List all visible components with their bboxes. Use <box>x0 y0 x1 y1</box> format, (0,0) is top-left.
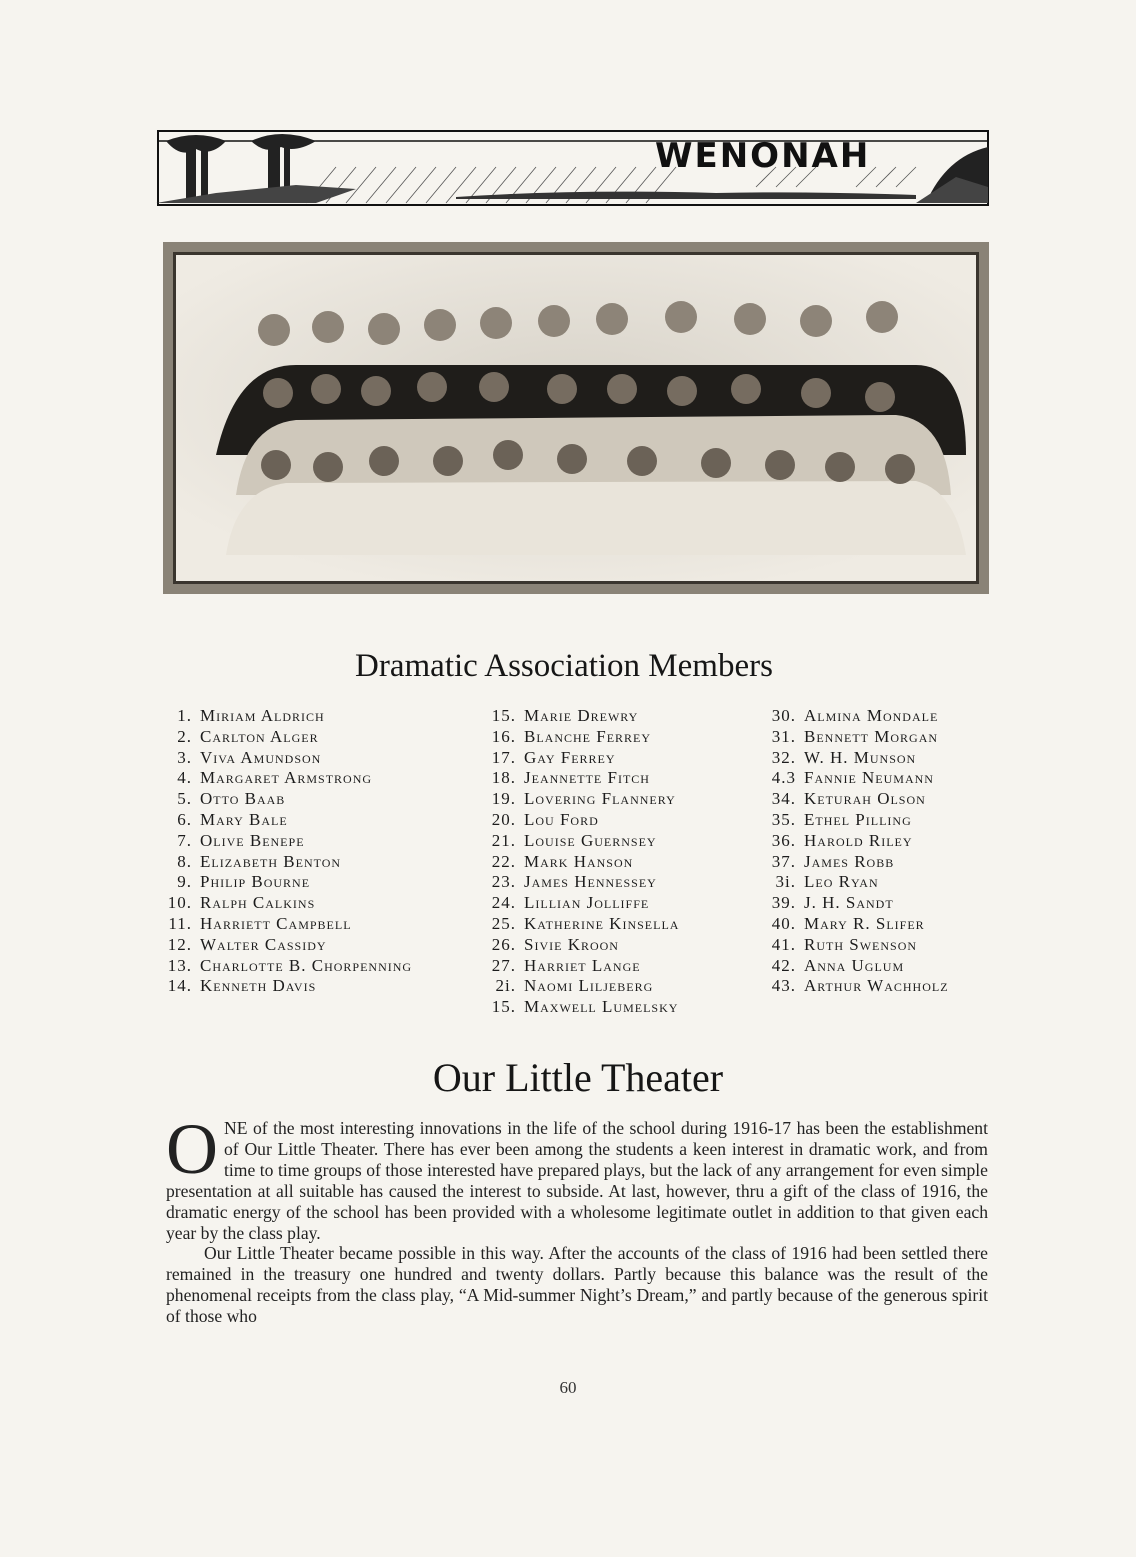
list-item: 1. Miriam Aldrich <box>177 706 325 725</box>
header-title: WENONAH <box>655 136 871 176</box>
list-item: 17. Gay Ferrey <box>491 747 616 767</box>
list-item: 8. Elizabeth Benton <box>177 851 342 871</box>
list-item: 19. Lovering Flannery <box>491 789 676 809</box>
list-item: 26. Sivie Kroon <box>491 934 619 954</box>
page-number: 60 <box>559 1378 577 1397</box>
article-paragraph: ONE of the most interesting innovations in the life of the school during 1916-17 has been the establishment of Our Little Theater. There has ever been among the students a keen interest in dramatic work, and from time to time groups of those interested have prepared plays, but the lack of any arrangement for even simple presentation at all suitable has caused the interest to subside. At last, however, thru a gift of the class of 1916, the dramatic energy of the school has been provided with a wholesome legitimate outlet in addition to that given each year by the class play. <box>166 1109 988 1243</box>
list-item: 22. Mark Hanson <box>491 851 634 871</box>
list-item: 24. Lillian Jolliffe <box>491 893 650 913</box>
list-item: 25. Katherine Kinsella <box>491 913 680 933</box>
list-item: 16. Blanche Ferrey <box>491 726 652 746</box>
list-item: 21. Louise Guernsey <box>491 830 657 850</box>
article-body <box>166 1109 988 1327</box>
list-item: 15. Marie Drewry <box>491 706 639 725</box>
list-item: 31. Bennett Morgan <box>771 726 939 746</box>
list-item: 18. Jeannette Fitch <box>491 768 650 788</box>
list-item: 4.3 Fannie Neumann <box>771 768 934 788</box>
list-item: 2. Carlton Alger <box>177 726 319 746</box>
group-photo <box>163 242 989 594</box>
list-item: 3i. Leo Ryan <box>775 872 879 892</box>
list-item: 43. Arthur Wachholz <box>771 976 949 996</box>
list-item: 11. Harriett Campbell <box>168 913 352 933</box>
list-item: 30. Almina Mondale <box>771 706 939 725</box>
list-item: 27. Harriet Lange <box>491 955 641 975</box>
list-item: 14. Kenneth Davis <box>167 976 317 996</box>
list-item: 15. Maxwell Lumelsky <box>491 997 679 1017</box>
list-item: 39. J. H. Sandt <box>771 893 894 913</box>
list-item: 6. Mary Bale <box>177 809 288 829</box>
list-item: 42. Anna Uglum <box>771 955 905 975</box>
group-photo-figures <box>176 255 976 581</box>
list-item: 10. Ralph Calkins <box>167 893 316 913</box>
group-photo-image <box>173 252 979 584</box>
members-column-3 <box>758 706 949 997</box>
list-item: 40. Mary R. Slifer <box>771 913 925 933</box>
article-title: Our Little Theater <box>432 1055 724 1100</box>
list-item: 3. Viva Amundson <box>177 747 322 767</box>
list-item: 41. Ruth Swenson <box>771 934 918 954</box>
list-item: 37. James Robb <box>771 851 895 871</box>
list-item: 35. Ethel Pilling <box>771 809 912 829</box>
members-column-2 <box>478 706 679 1018</box>
list-item: 4. Margaret Armstrong <box>177 768 373 788</box>
list-item: 36. Harold Riley <box>771 830 913 850</box>
members-column-1 <box>158 706 412 997</box>
list-item: 23. James Hennessey <box>491 872 657 892</box>
list-item: 13. Charlotte B. Chorpenning <box>167 955 413 975</box>
list-item: 9. Philip Bourne <box>177 872 311 892</box>
list-item: 12. Walter Cassidy <box>167 934 327 954</box>
list-item: 5. Otto Baab <box>177 789 286 809</box>
list-item: 32. W. H. Munson <box>771 747 917 767</box>
list-item: 20. Lou Ford <box>491 809 599 829</box>
article-paragraph: Our Little Theater became possible in this way. After the accounts of the class of 1916 had been settled there remained in the treasury one hundred and twenty dollars. Partly because this balance was the result of the phenomenal receipts from the class play, “A Mid-summer Night’s Dream,” and partly because of the generous spirit of those who <box>166 1243 988 1327</box>
list-item: 34. Keturah Olson <box>771 789 926 809</box>
members-title: Dramatic Association Members <box>355 648 773 684</box>
drop-cap: O <box>166 1109 218 1189</box>
list-item: 7. Olive Benepe <box>177 830 305 850</box>
list-item: 2i. Naomi Liljeberg <box>495 976 654 996</box>
